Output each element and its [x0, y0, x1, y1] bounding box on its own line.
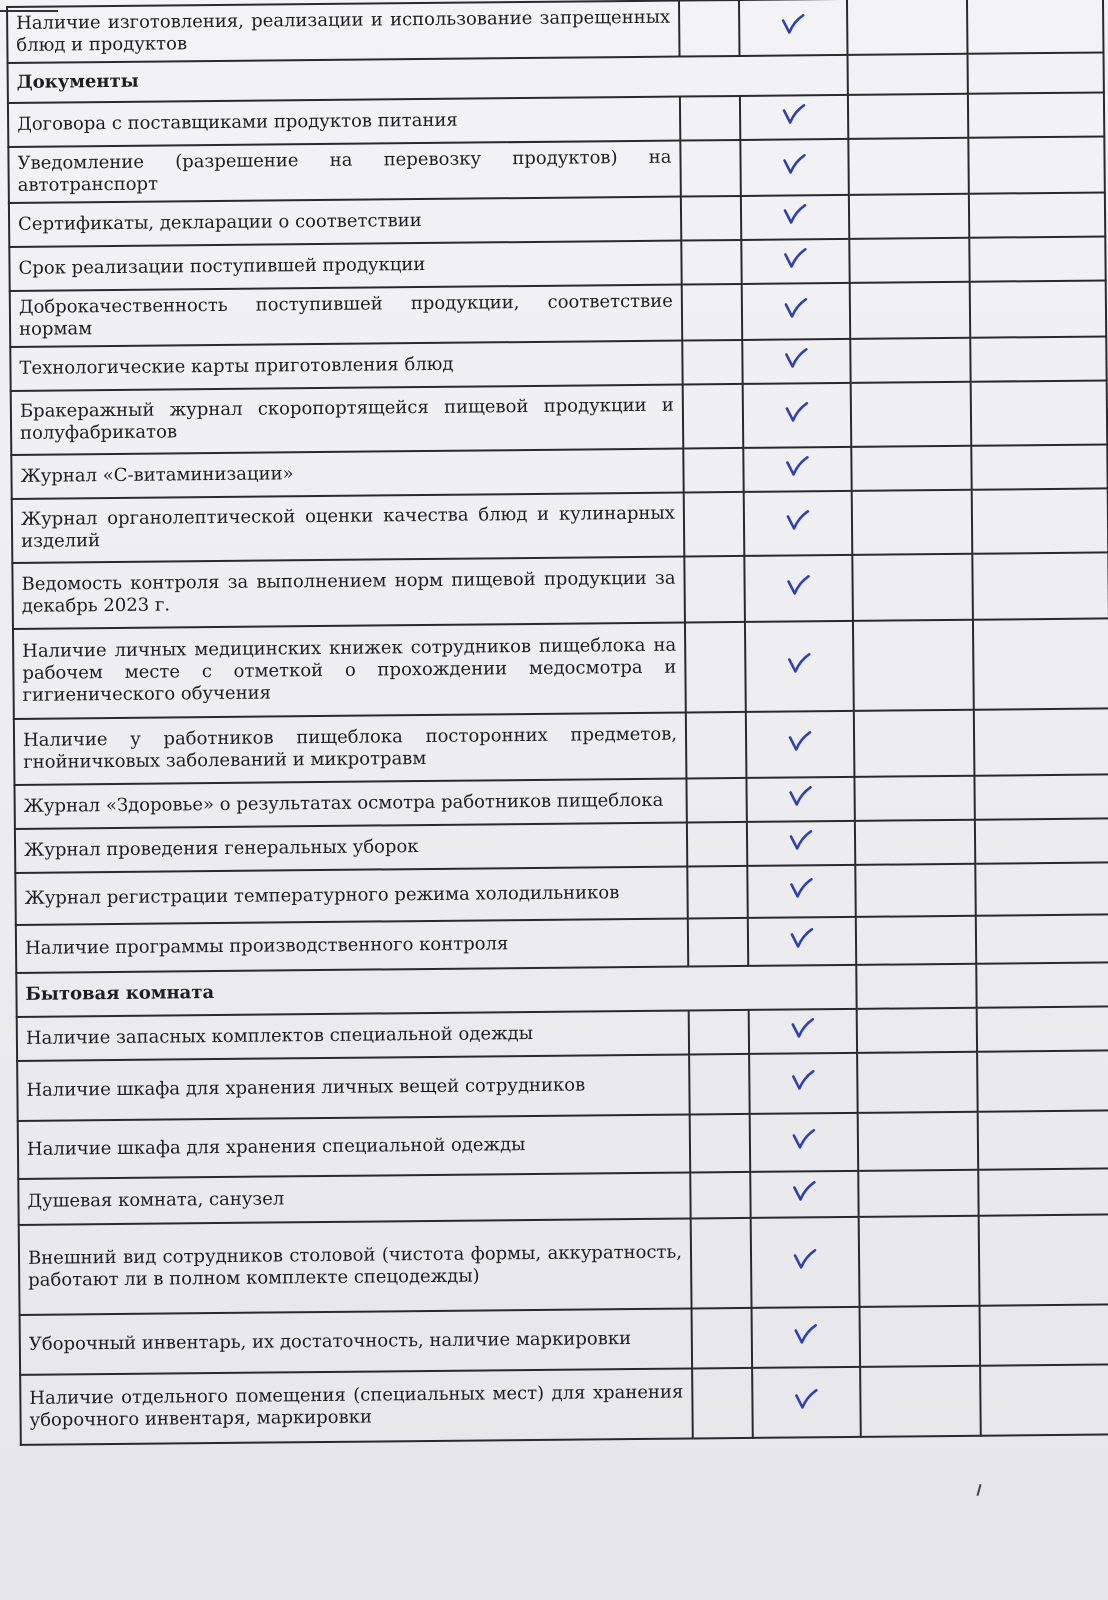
empty-cell	[848, 138, 969, 195]
empty-cell	[980, 1304, 1108, 1365]
handwritten-check-icon	[790, 1126, 818, 1152]
requirement-text: Наличие программы производственного контроля	[16, 918, 688, 972]
empty-cell	[976, 914, 1108, 963]
section-title: Бытовая комната	[16, 965, 856, 1017]
checkmark-cell	[747, 821, 855, 866]
handwritten-check-icon	[788, 925, 816, 951]
empty-cell	[969, 192, 1105, 237]
handwritten-check-icon	[792, 1321, 820, 1347]
checkmark-cell	[743, 447, 851, 492]
empty-cell	[978, 1110, 1108, 1169]
empty-cell	[848, 94, 968, 139]
requirement-text: Ведомость контроля за выполнением норм пищевой продукции за декабрь 2023 г.	[12, 557, 685, 629]
empty-cell	[850, 338, 970, 383]
section-title: Документы	[8, 55, 848, 103]
handwritten-check-icon	[789, 1067, 817, 1093]
empty-cell	[683, 384, 744, 449]
empty-cell	[980, 1364, 1108, 1435]
empty-cell	[860, 1306, 981, 1367]
handwritten-check-icon	[784, 507, 812, 533]
empty-cell	[681, 196, 741, 241]
checklist-row	[11, 380, 1108, 455]
requirement-text: Уборочный инвентарь, их достаточность, наличие маркировки	[20, 1308, 693, 1374]
empty-cell	[967, 0, 1104, 54]
empty-cell	[972, 488, 1108, 553]
checkmark-cell	[743, 383, 852, 448]
checkmark-cell	[749, 1053, 858, 1114]
empty-cell	[852, 554, 973, 621]
empty-cell	[975, 862, 1108, 915]
requirement-text: Наличие запасных комплектов специальной одежды	[17, 1010, 689, 1060]
empty-cell	[854, 776, 974, 821]
checkmark-cell	[751, 1217, 860, 1308]
empty-cell	[690, 1172, 750, 1219]
checkmark-cell	[752, 1367, 861, 1438]
empty-cell	[971, 380, 1108, 445]
checklist-row	[8, 136, 1104, 203]
checkmark-cell	[742, 339, 850, 384]
handwritten-check-icon	[792, 1386, 820, 1412]
empty-cell	[852, 490, 973, 555]
empty-cell	[854, 710, 975, 777]
empty-cell	[681, 240, 741, 285]
checkmark-cell	[740, 139, 849, 196]
empty-cell	[971, 444, 1107, 489]
handwritten-check-icon	[782, 345, 810, 371]
empty-cell	[857, 1052, 978, 1113]
checklist-row	[17, 1050, 1108, 1121]
empty-cell	[690, 1114, 751, 1173]
handwritten-check-icon	[786, 783, 814, 809]
handwritten-check-icon	[783, 453, 811, 479]
empty-cell	[682, 284, 743, 341]
handwritten-check-icon	[786, 728, 814, 754]
empty-cell	[856, 964, 976, 1009]
checkmark-cell	[741, 195, 849, 240]
checklist-row	[13, 618, 1108, 719]
requirement-text: Уведомление (разрешение на перевозку продуктов) на автотранспорт	[8, 141, 681, 203]
handwritten-check-icon	[780, 151, 808, 177]
checkmark-cell	[750, 1113, 859, 1172]
empty-cell	[686, 778, 746, 823]
checkmark-cell	[742, 283, 851, 340]
empty-cell	[974, 708, 1108, 775]
empty-cell	[970, 336, 1106, 381]
requirement-text: Бракеражный журнал скоропортящейся пищевой продукции и полуфабрикатов	[11, 385, 684, 455]
checkmark-cell	[752, 1307, 861, 1368]
empty-cell	[691, 1218, 752, 1309]
requirement-text: Договора с поставщиками продуктов питания	[8, 97, 680, 147]
empty-cell	[968, 136, 1105, 193]
requirement-text: Внешний вид сотрудников столовой (чистота формы, аккуратность, работают ли в полном комплекте спецодежды)	[19, 1218, 692, 1314]
empty-cell	[680, 96, 740, 141]
empty-cell	[689, 1010, 749, 1055]
empty-cell	[975, 818, 1108, 863]
empty-cell	[860, 1366, 981, 1437]
empty-cell	[683, 448, 743, 493]
handwritten-check-icon	[779, 11, 807, 37]
empty-cell	[679, 0, 740, 57]
empty-cell	[968, 52, 1104, 93]
empty-cell	[689, 1054, 750, 1115]
requirement-text: Журнал проведения генеральных уборок	[15, 823, 687, 873]
requirement-text: Наличие у работников пищеблока посторонних предметов, гнойничковых заболеваний и микротравм	[14, 713, 687, 785]
checklist-row	[14, 708, 1108, 785]
empty-cell	[973, 618, 1108, 709]
empty-cell	[979, 1214, 1108, 1305]
empty-cell	[687, 866, 747, 919]
handwritten-check-icon	[780, 101, 808, 127]
empty-cell	[686, 712, 747, 779]
empty-cell	[970, 280, 1107, 337]
requirement-text: Журнал регистрации температурного режима холодильников	[15, 866, 687, 924]
requirement-text: Срок реализации поступившей продукции	[9, 241, 681, 291]
checklist-row	[20, 1364, 1108, 1445]
empty-cell	[682, 340, 742, 385]
requirement-text: Сертификаты, декларации о соответствии	[9, 197, 681, 247]
handwritten-check-icon	[782, 295, 810, 321]
empty-cell	[858, 1170, 978, 1217]
empty-cell	[977, 1050, 1108, 1111]
empty-cell	[850, 282, 971, 339]
empty-cell	[969, 236, 1105, 281]
empty-cell	[859, 1216, 980, 1307]
checklist-row	[12, 488, 1108, 563]
checkmark-cell	[741, 239, 849, 284]
requirement-text: Наличие шкафа для хранения специальной одежды	[18, 1114, 691, 1178]
checklist-row	[19, 1214, 1108, 1315]
empty-cell	[692, 1368, 753, 1439]
checkmark-cell	[747, 865, 855, 918]
requirement-text: Наличие личных медицинских книжек сотрудников пищеблока на рабочем месте с отметкой о прохождении медосмотра и гигиенического обучения	[13, 623, 686, 719]
handwritten-check-icon	[785, 650, 813, 676]
empty-cell	[851, 446, 971, 491]
empty-cell	[849, 238, 969, 283]
empty-cell	[858, 1112, 979, 1171]
pen-mark	[976, 1484, 981, 1496]
empty-cell	[847, 0, 968, 55]
empty-cell	[855, 820, 975, 865]
handwritten-check-icon	[790, 1178, 818, 1204]
requirement-text: Журнал органолептической оценки качества блюд и кулинарных изделий	[12, 493, 685, 563]
empty-cell	[974, 774, 1108, 819]
checkmark-cell	[750, 1171, 858, 1218]
empty-cell	[855, 864, 975, 917]
empty-cell	[684, 492, 745, 557]
handwritten-check-icon	[781, 201, 809, 227]
handwritten-check-icon	[791, 1246, 819, 1272]
handwritten-check-icon	[789, 1015, 817, 1041]
checkmark-cell	[746, 711, 855, 778]
handwritten-check-icon	[787, 827, 815, 853]
empty-cell	[976, 962, 1108, 1007]
checkmark-cell	[745, 621, 854, 712]
checklist-row	[20, 1304, 1108, 1375]
checkmark-cell	[748, 917, 856, 966]
checkmark-cell	[739, 0, 848, 56]
handwritten-check-icon	[784, 572, 812, 598]
empty-cell	[856, 916, 976, 965]
empty-cell	[680, 140, 741, 197]
checklist-row	[10, 280, 1106, 347]
empty-cell	[849, 194, 969, 239]
empty-cell	[688, 918, 748, 967]
empty-cell	[972, 552, 1108, 619]
checklist-row	[12, 552, 1108, 629]
empty-cell	[848, 54, 968, 95]
requirement-text: Технологические карты приготовления блюд	[10, 341, 682, 391]
empty-cell	[851, 382, 972, 447]
handwritten-check-icon	[781, 245, 809, 271]
empty-cell	[687, 822, 747, 867]
empty-cell	[685, 622, 746, 713]
empty-cell	[853, 620, 974, 711]
requirement-text: Душевая комната, санузел	[18, 1172, 690, 1224]
checkmark-cell	[740, 95, 848, 140]
empty-cell	[684, 556, 745, 623]
empty-cell	[968, 92, 1104, 137]
empty-cell	[692, 1308, 753, 1369]
inspection-checklist-table	[6, 0, 1108, 1446]
requirement-text: Журнал «С-витаминизации»	[11, 449, 683, 499]
handwritten-check-icon	[783, 399, 811, 425]
requirement-text: Наличие изготовления, реализации и использование запрещенных блюд и продуктов	[7, 1, 680, 63]
requirement-text: Наличие шкафа для хранения личных вещей сотрудников	[17, 1054, 690, 1120]
handwritten-check-icon	[787, 875, 815, 901]
empty-cell	[977, 1006, 1108, 1051]
empty-cell	[978, 1168, 1108, 1215]
requirement-text: Журнал «Здоровье» о результатах осмотра работников пищеблока	[14, 779, 686, 829]
checkmark-cell	[744, 491, 853, 556]
checkmark-cell	[746, 777, 854, 822]
checkmark-cell	[744, 555, 853, 622]
requirement-text: Доброкачественность поступившей продукции, соответствие нормам	[10, 285, 683, 347]
checklist-row	[18, 1110, 1108, 1179]
empty-cell	[857, 1008, 977, 1053]
requirement-text: Наличие отдельного помещения (специальных мест) для хранения уборочного инвентаря, маркировки	[20, 1368, 693, 1444]
checkmark-cell	[749, 1009, 857, 1054]
